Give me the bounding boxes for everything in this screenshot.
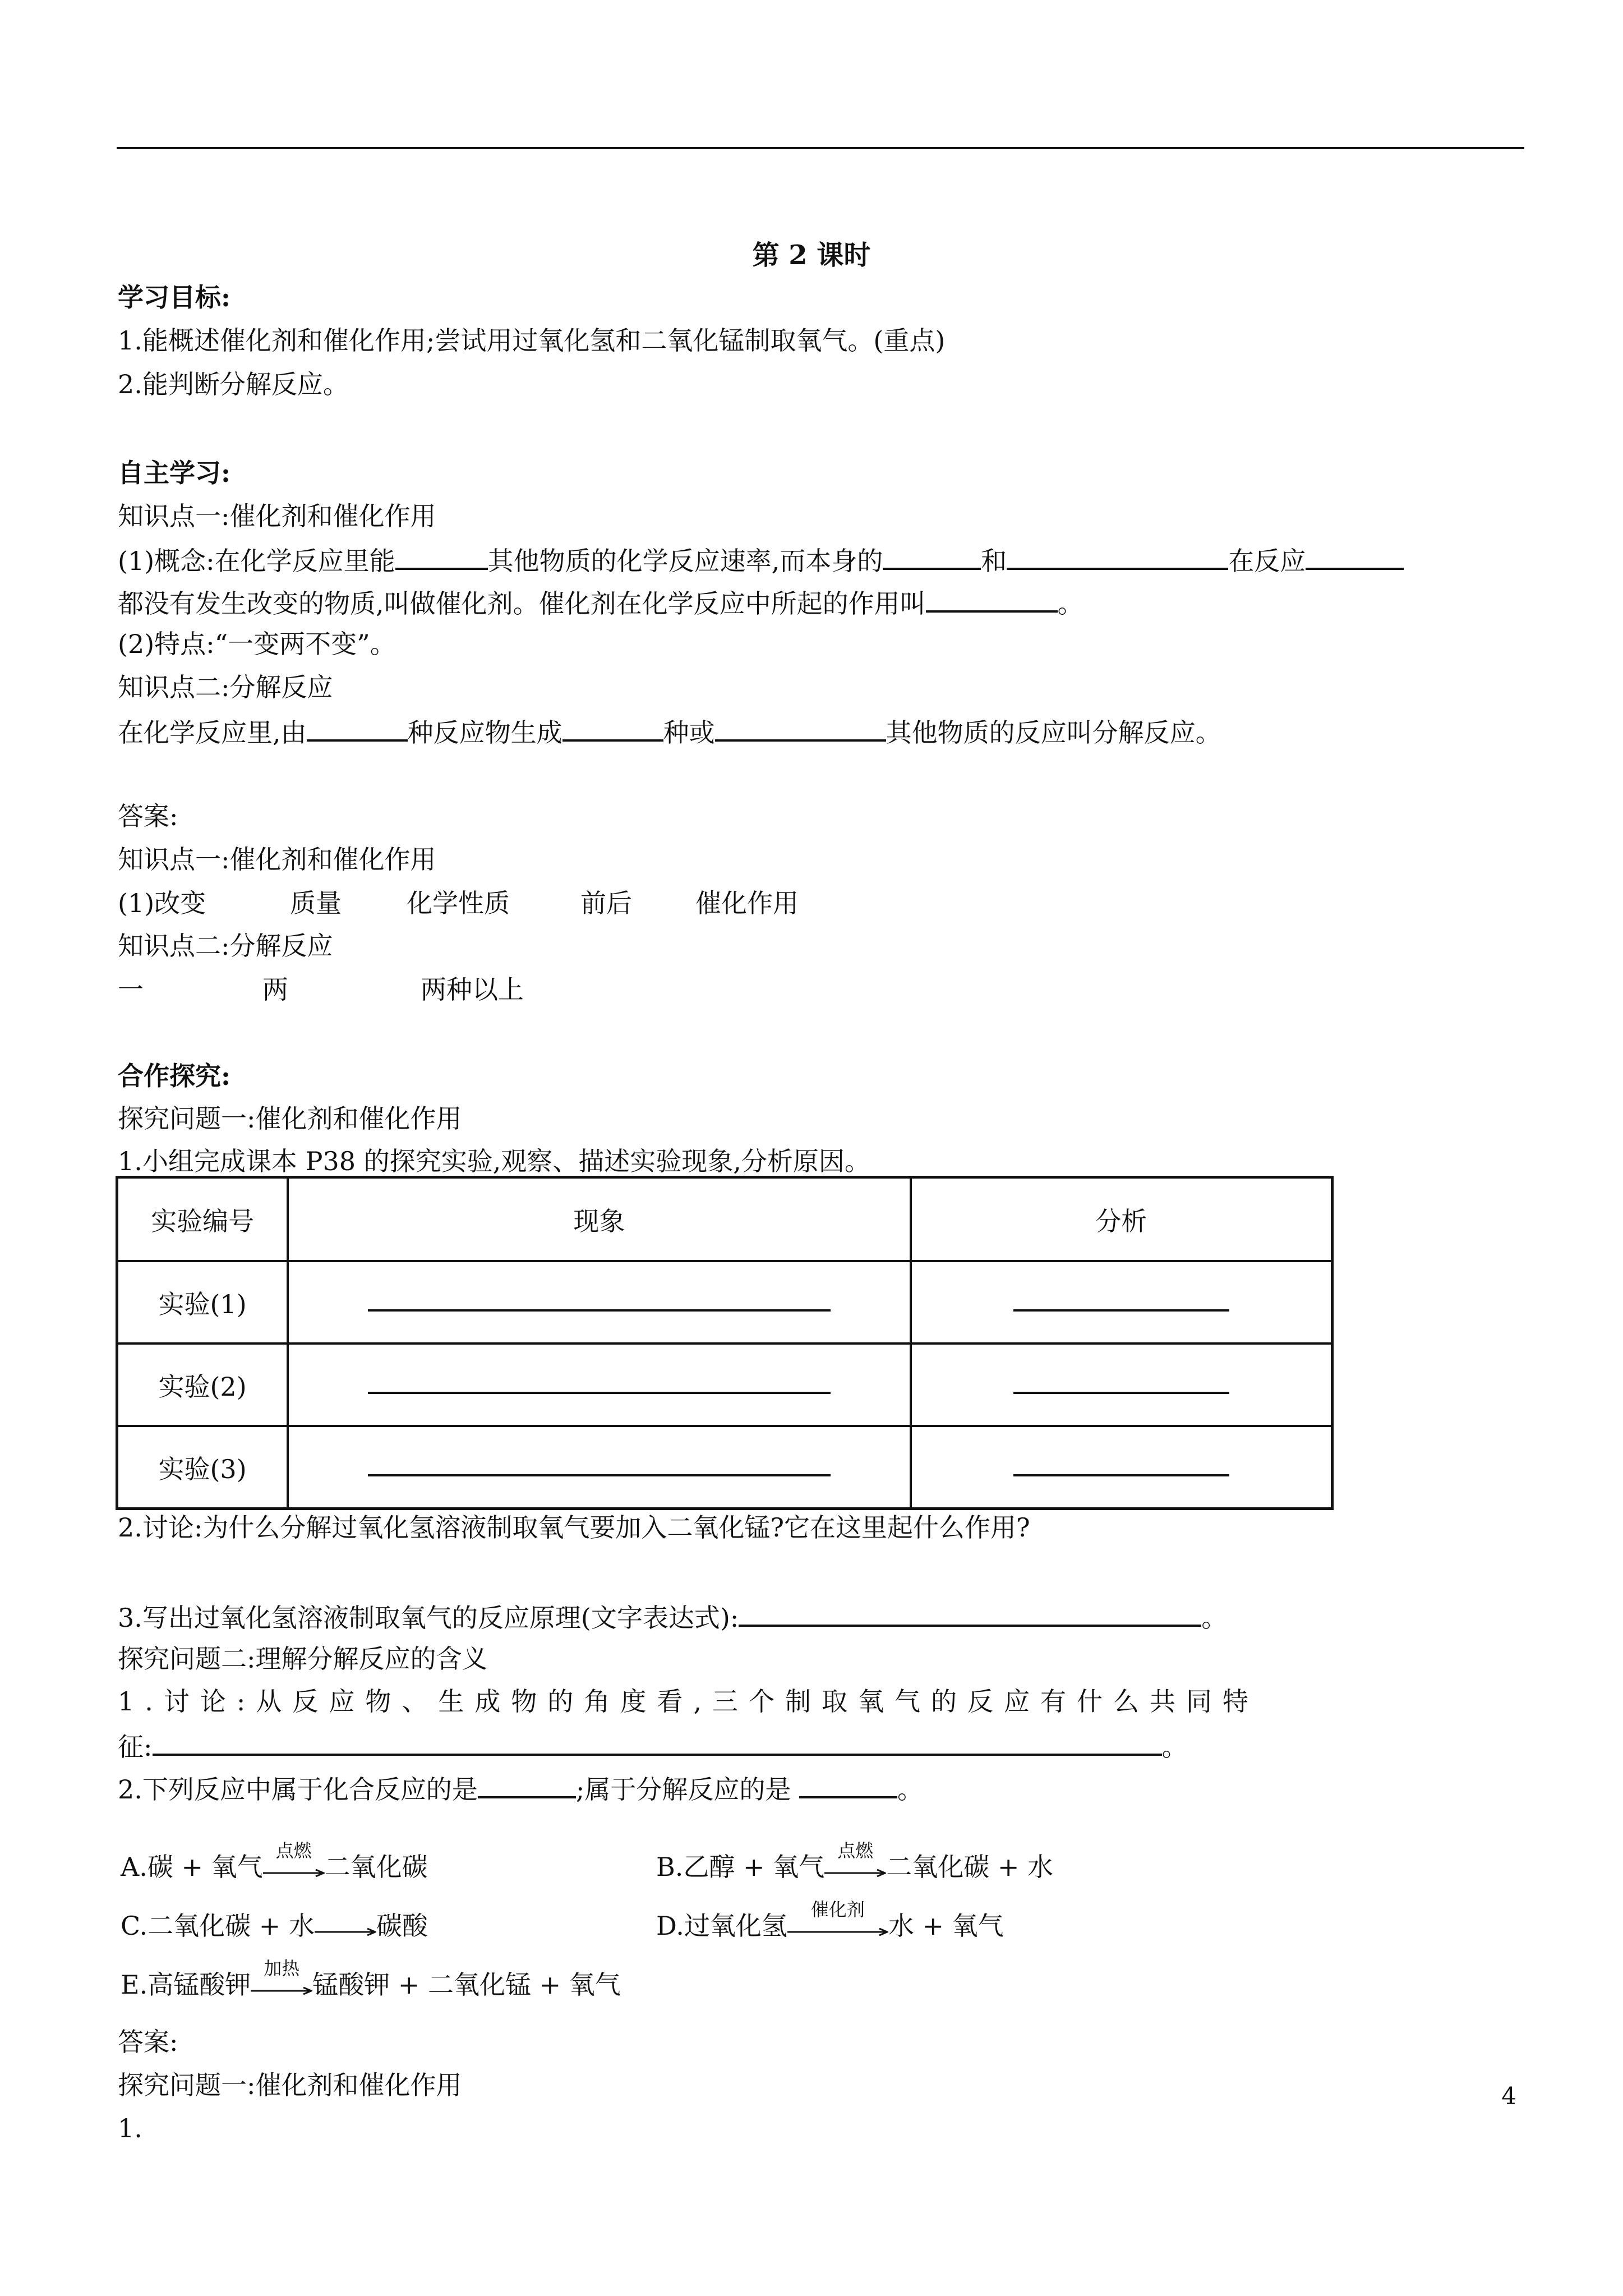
fill-blank[interactable] bbox=[307, 714, 408, 742]
answers-item: 1. bbox=[118, 2113, 142, 2143]
fill-blank[interactable] bbox=[368, 1375, 831, 1394]
reaction-condition: 催化剂 bbox=[810, 1899, 865, 1920]
knowledge-point-1-title: 知识点一:催化剂和催化作用 bbox=[118, 501, 436, 531]
answer-item: 化学性质 bbox=[407, 888, 510, 918]
question-text: ;属于分解反应的是 bbox=[575, 1774, 791, 1805]
answer-item: 两种以上 bbox=[421, 974, 524, 1005]
principle-text: 3.写出过氧化氢溶液制取氧气的反应原理(文字表达式): bbox=[118, 1603, 739, 1633]
concept-text: (1)概念:在化学反应里能 bbox=[118, 546, 395, 576]
concept-text: 。 bbox=[1057, 588, 1083, 619]
concept-line-2 bbox=[118, 585, 1083, 620]
objectives-heading: 学习目标: bbox=[118, 282, 230, 312]
fill-blank[interactable] bbox=[368, 1457, 831, 1476]
fill-blank[interactable] bbox=[1306, 542, 1404, 570]
header-rule bbox=[117, 147, 1524, 149]
table-header-row bbox=[117, 1177, 1332, 1262]
column-header: 分析 bbox=[911, 1177, 1332, 1262]
reaction-arrow-icon bbox=[251, 1958, 312, 2004]
phenomenon-cell[interactable] bbox=[288, 1426, 910, 1509]
fill-blank[interactable] bbox=[715, 714, 886, 742]
answer-item: 一 bbox=[118, 974, 144, 1005]
column-header: 实验编号 bbox=[117, 1177, 288, 1262]
reactants: C.二氧化碳 + 水 bbox=[121, 1911, 315, 1941]
reactants: D.过氧化氢 bbox=[656, 1911, 787, 1941]
reaction-arrow-icon bbox=[824, 1840, 886, 1886]
phenomenon-cell[interactable] bbox=[288, 1343, 910, 1426]
fill-blank[interactable] bbox=[478, 1770, 576, 1798]
analysis-cell[interactable] bbox=[911, 1426, 1332, 1509]
experiment-label: 实验(3) bbox=[117, 1426, 288, 1509]
decomposition-definition bbox=[118, 714, 1221, 749]
table-row bbox=[117, 1343, 1332, 1426]
analysis-cell[interactable] bbox=[911, 1261, 1332, 1343]
phenomenon-cell[interactable] bbox=[288, 1261, 910, 1343]
inquiry-1-principle bbox=[118, 1599, 1227, 1635]
answer-item: 催化作用 bbox=[695, 888, 799, 918]
fill-blank[interactable] bbox=[395, 542, 488, 570]
products: 碳酸 bbox=[376, 1911, 428, 1941]
fill-blank[interactable] bbox=[153, 1728, 1162, 1756]
definition-text: 种或 bbox=[663, 717, 715, 748]
concept-text: 其他物质的化学反应速率,而本身的 bbox=[487, 546, 883, 576]
products: 水 + 氧气 bbox=[888, 1911, 1004, 1941]
concept-text: 都没有发生改变的物质,叫做催化剂。催化剂在化学反应中所起的作用叫 bbox=[118, 588, 926, 619]
reaction-condition: 点燃 bbox=[837, 1840, 874, 1861]
answer-item: 质量 bbox=[290, 888, 342, 918]
answer-item: 两 bbox=[262, 974, 288, 1005]
objective-item: 1.能概述催化剂和催化作用;尝试用过氧化氢和二氧化锰制取氧气。(重点) bbox=[118, 325, 946, 356]
fill-blank[interactable] bbox=[1007, 542, 1228, 570]
table-row bbox=[117, 1426, 1332, 1509]
fill-blank[interactable] bbox=[562, 714, 663, 742]
definition-text: 种反应物生成 bbox=[407, 717, 562, 748]
answers-kp1-title: 知识点一:催化剂和催化作用 bbox=[118, 844, 436, 875]
definition-text: 在化学反应里,由 bbox=[118, 717, 307, 748]
inquiry-1-task: 1.小组完成课本 P38 的探究实验,观察、描述实验现象,分析原因。 bbox=[118, 1146, 870, 1176]
fill-blank[interactable] bbox=[1013, 1457, 1229, 1476]
reaction-arrow-icon bbox=[315, 1911, 376, 1945]
feature-line: (2)特点:“一变两不变”。 bbox=[118, 629, 396, 659]
reaction-condition: 点燃 bbox=[275, 1840, 312, 1861]
reactants: B.乙醇 + 氧气 bbox=[656, 1852, 825, 1882]
answers-kp1-row bbox=[118, 886, 1015, 920]
inquiry-1-title: 探究问题一:催化剂和催化作用 bbox=[118, 1103, 462, 1134]
reactants: A.碳 + 氧气 bbox=[121, 1852, 263, 1882]
experiment-label: 实验(2) bbox=[117, 1343, 288, 1426]
products: 二氧化碳 bbox=[324, 1852, 428, 1882]
fill-blank[interactable] bbox=[883, 542, 981, 570]
discussion-text: 征: bbox=[118, 1732, 153, 1762]
reaction-arrow-icon bbox=[263, 1840, 325, 1886]
fill-blank[interactable] bbox=[1013, 1292, 1229, 1312]
option-e[interactable] bbox=[121, 1958, 621, 2004]
option-d[interactable] bbox=[656, 1899, 1004, 1945]
concept-text: 和 bbox=[981, 546, 1007, 576]
answers-kp2-row bbox=[118, 973, 1015, 1006]
question-text: 。 bbox=[897, 1774, 924, 1805]
inquiry-2-discussion: 1.讨论:从反应物、生成物的角度看,三个制取氧气的反应有什么共同特 bbox=[118, 1686, 1260, 1717]
answers-label: 答案: bbox=[118, 2027, 178, 2057]
products: 二氧化碳 + 水 bbox=[886, 1852, 1054, 1882]
table-row bbox=[117, 1261, 1332, 1343]
self-study-heading: 自主学习: bbox=[118, 458, 230, 488]
answer-item: (1)改变 bbox=[118, 888, 206, 918]
fill-blank[interactable] bbox=[368, 1292, 831, 1312]
page-number: 4 bbox=[1501, 2082, 1516, 2110]
answers-kp2-title: 知识点二:分解反应 bbox=[118, 931, 333, 961]
knowledge-point-2-title: 知识点二:分解反应 bbox=[118, 672, 333, 702]
analysis-cell[interactable] bbox=[911, 1343, 1332, 1426]
reaction-condition: 加热 bbox=[264, 1958, 300, 1979]
reactants: E.高锰酸钾 bbox=[121, 1970, 251, 2000]
option-a[interactable] bbox=[121, 1840, 428, 1886]
reaction-arrow-icon bbox=[787, 1899, 888, 1945]
experiment-label: 实验(1) bbox=[117, 1261, 288, 1343]
experiment-table bbox=[116, 1176, 1334, 1510]
question-text: 2.下列反应中属于化合反应的是 bbox=[118, 1774, 478, 1805]
concept-text: 在反应 bbox=[1228, 546, 1306, 576]
cooperative-heading: 合作探究: bbox=[118, 1061, 230, 1091]
fill-blank[interactable] bbox=[926, 585, 1058, 613]
period-text: 。 bbox=[1161, 1732, 1188, 1762]
lesson-title: 第 2 课时 bbox=[752, 240, 871, 271]
fill-blank[interactable] bbox=[799, 1770, 897, 1798]
concept-line-1 bbox=[118, 542, 1404, 578]
answers-inquiry-1-title: 探究问题一:催化剂和催化作用 bbox=[118, 2070, 462, 2100]
inquiry-2-discussion-cont bbox=[118, 1728, 1188, 1764]
inquiry-2-title: 探究问题二:理解分解反应的含义 bbox=[118, 1644, 488, 1674]
fill-blank[interactable] bbox=[739, 1599, 1201, 1627]
answer-item: 前后 bbox=[580, 888, 632, 918]
definition-text: 其他物质的反应叫分解反应。 bbox=[886, 717, 1221, 748]
option-b[interactable] bbox=[656, 1840, 1054, 1886]
classification-question bbox=[118, 1770, 923, 1806]
column-header: 现象 bbox=[288, 1177, 910, 1262]
option-c[interactable] bbox=[121, 1909, 428, 1945]
products: 锰酸钾 + 二氧化锰 + 氧气 bbox=[312, 1970, 621, 2000]
fill-blank[interactable] bbox=[1013, 1375, 1229, 1394]
inquiry-1-discussion: 2.讨论:为什么分解过氧化氢溶液制取氧气要加入二氧化锰?它在这里起什么作用? bbox=[118, 1512, 1030, 1543]
answers-label: 答案: bbox=[118, 801, 178, 831]
period-text: 。 bbox=[1201, 1603, 1228, 1633]
objective-item: 2.能判断分解反应。 bbox=[118, 369, 349, 399]
